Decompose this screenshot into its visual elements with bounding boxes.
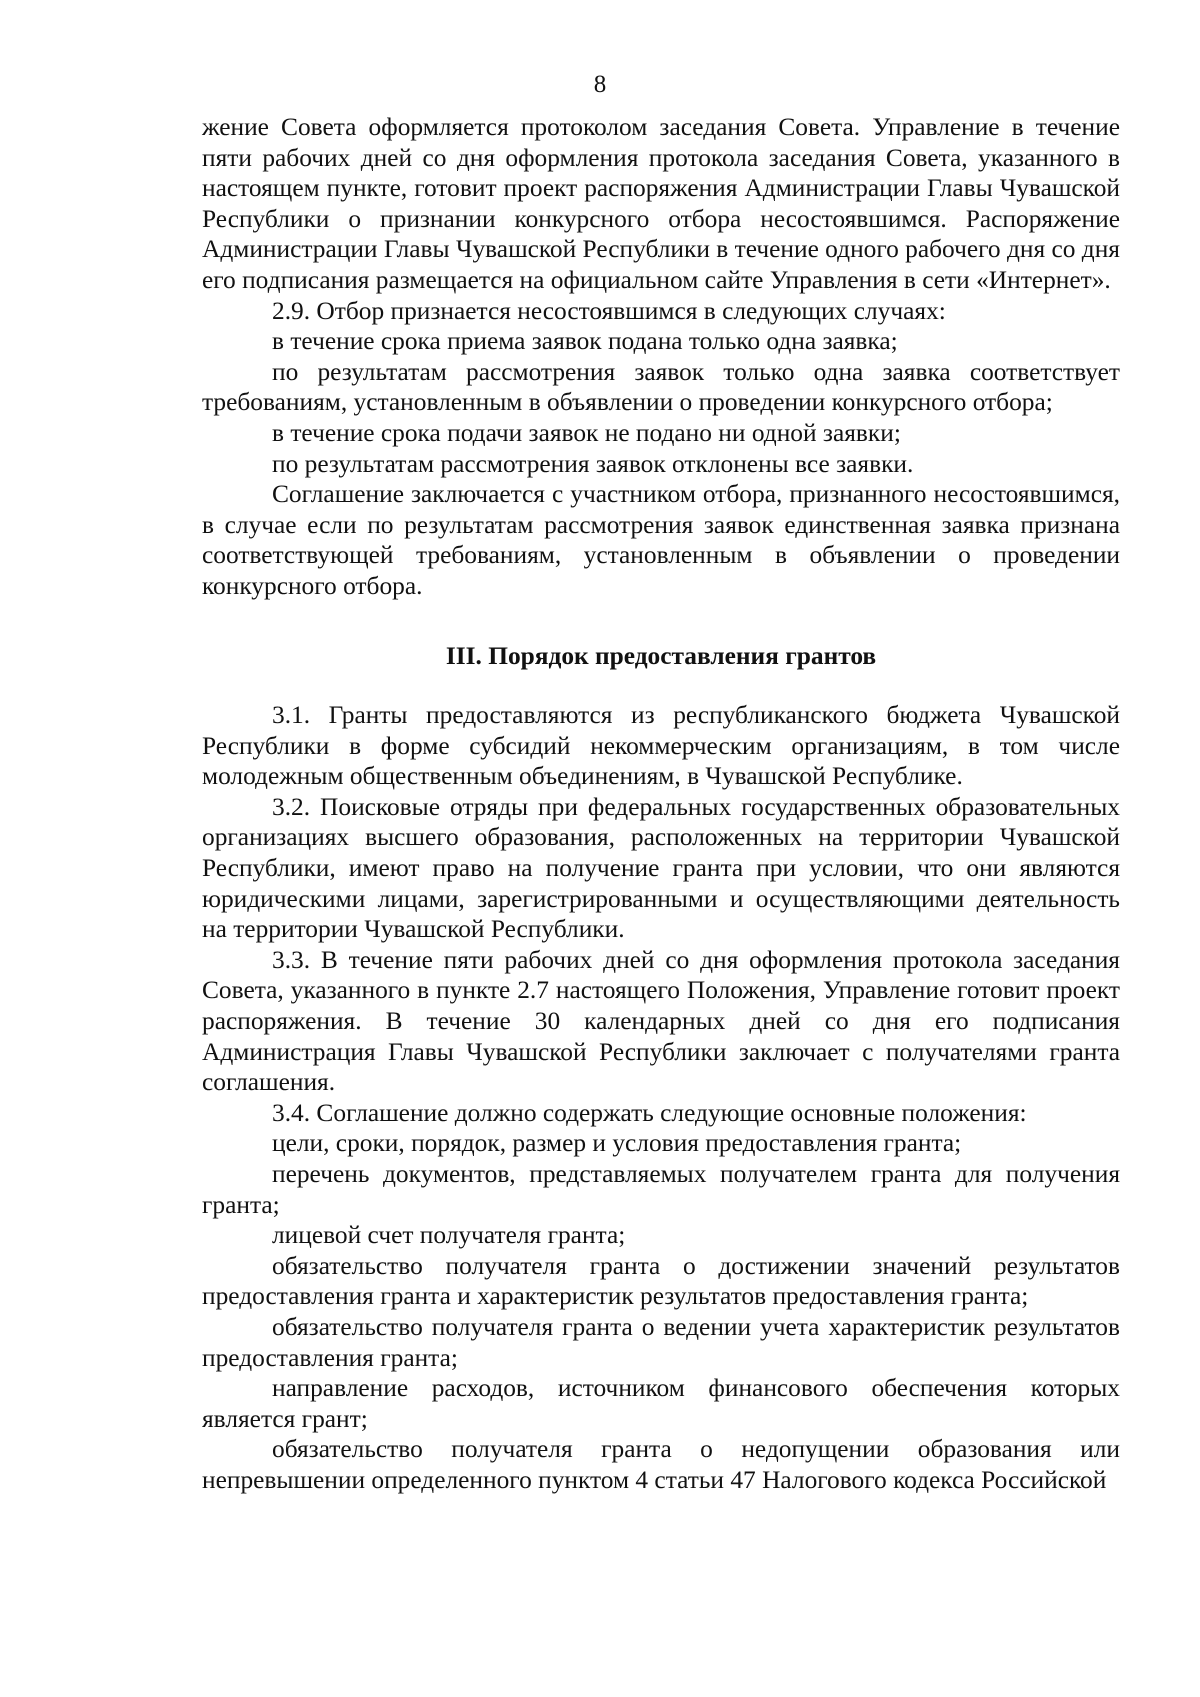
list-item: в течение срока приема заявок подана только одна заявка;: [272, 327, 898, 356]
list-item: обязательство получателя гранта о достижении значений результатов предоставления гранта и характеристик результатов предоставления гранта;: [202, 1251, 1120, 1311]
page-number: 8: [593, 71, 607, 98]
paragraph-3-4: 3.4. Соглашение должно содержать следующие основные положения:: [272, 1098, 1027, 1127]
list-item: перечень документов, представляемых получателем гранта для получения гранта;: [202, 1160, 1120, 1219]
paragraph-2-9: 2.9. Отбор признается несостоявшимся в следующих случаях:: [272, 296, 946, 325]
list-item: обязательство получателя гранта о ведении учета характеристик результатов предоставления гранта;: [202, 1312, 1120, 1372]
list-item: по результатам рассмотрения заявок отклонены все заявки.: [272, 449, 914, 478]
paragraph-agreement: Соглашение заключается с участником отбора, признанного несостоявшимся, в случае если по результатам рассмотрения заявок единственная заявка признана соответствующей требованиям, установленным в объявлении о проведении конкурсного отбора.: [202, 480, 1120, 600]
document-body: [202, 112, 1120, 1496]
section-heading: III. Порядок предоставления грантов: [445, 641, 877, 670]
paragraph-continuation: жение Совета оформляется протоколом заседания Совета. Управление в течение пяти рабочих дней со дня оформления протокола заседания Совета, указанного в настоящем пункте, готовит проект распоряжения Администрации Главы Чувашской Республики о признании конкурсного отбора несостоявшимся. Распоряжение Администрации Главы Чувашской Республики в течение одного рабочего дня со дня его подписания размещается на официальном сайте Управления в сети «Интернет».: [202, 113, 1120, 294]
list-item: цели, сроки, порядок, размер и условия предоставления гранта;: [272, 1129, 962, 1158]
list-item: обязательство получателя гранта о недопущении образования или непревышении определенного пунктом 4 статьи 47 Налогового кодекса Российской: [202, 1435, 1120, 1494]
list-item: в течение срока подачи заявок не подано ни одной заявки;: [272, 418, 901, 447]
list-item: лицевой счет получателя гранта;: [272, 1221, 626, 1250]
paragraph-3-1: 3.1. Гранты предоставляются из республиканского бюджета Чувашской Республики в форме субсидий некоммерческим организациям, в том числе молодежным общественным объединениям, в Чувашской Республике.: [202, 701, 1120, 791]
paragraph-3-3: 3.3. В течение пяти рабочих дней со дня оформления протокола заседания Совета, указанного в пункте 2.7 настоящего Положения, Управление готовит проект распоряжения. В течение 30 календарных дней со дня его подписания Администрация Главы Чувашской Республики заключает с получателями гранта соглашения.: [202, 945, 1120, 1097]
list-item: по результатам рассмотрения заявок только одна заявка соответствует требованиям, установленным в объявлении о проведении конкурсного отбора;: [202, 357, 1120, 417]
paragraph-3-2: 3.2. Поисковые отряды при федеральных государственных образовательных организациях высшего образования, расположенных на территории Чувашской Республики, имеют право на получение гранта при условии, что они являются юридическими лицами, зарегистрированными и осуществляющими деятельность на территории Чувашской Республики.: [202, 792, 1120, 944]
list-item: направление расходов, источником финансового обеспечения которых является грант;: [202, 1374, 1120, 1433]
